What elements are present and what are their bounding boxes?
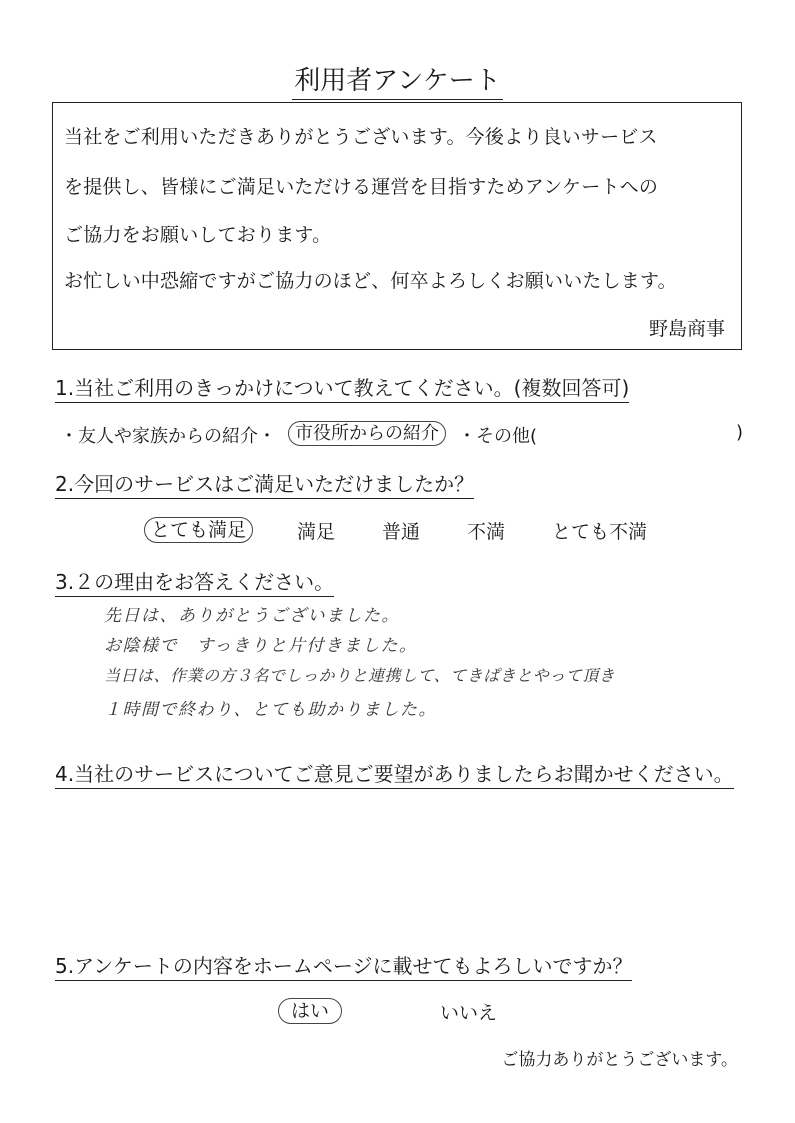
q1-option-other[interactable]: ・その他( — [458, 426, 538, 447]
q5-option-yes-selected[interactable]: はい — [278, 996, 342, 1023]
question-4-label: 4.当社のサービスについてご意見ご要望がありましたらお聞かせください。 — [55, 758, 734, 787]
handwritten-answer-line: 当日は、作業の方３名でしっかりと連携して、てきぱきとやって頂き — [104, 666, 616, 685]
intro-line: を提供し、皆様にご満足いただける運営を目指すためアンケートへの — [64, 176, 659, 198]
q1-option-city-office-selected[interactable]: 市役所からの紹介 — [288, 419, 446, 445]
q5-option-no[interactable]: いいえ — [440, 1002, 498, 1024]
intro-line: お忙しい中恐縮ですがご協力のほど、何卒よろしくお願いいたします。 — [64, 270, 677, 292]
company-name: 野島商事 — [648, 318, 725, 340]
question-5-label: 5.アンケートの内容をホームページに載せてもよろしいですか？ — [55, 950, 632, 979]
q2-option-neutral[interactable]: 普通 — [382, 521, 421, 543]
intro-line: ご協力をお願いしております。 — [64, 224, 332, 246]
handwritten-answer-line: お陰様で すっきりと片付きました。 — [104, 636, 418, 656]
q1-other-close-paren: ) — [736, 422, 744, 443]
handwritten-answer-line: １時間で終わり、とても助かりました。 — [104, 700, 437, 720]
q2-option-dissatisfied[interactable]: 不満 — [467, 521, 506, 543]
survey-title: 利用者アンケート — [0, 60, 795, 97]
question-3-label: 3.２の理由をお答えください。 — [55, 566, 334, 595]
q2-option-satisfied[interactable]: 満足 — [297, 521, 336, 543]
intro-line: 当社をご利用いただきありがとうございます。今後より良いサービス — [64, 126, 658, 148]
q2-option-very-satisfied-selected[interactable]: とても満足 — [144, 515, 253, 542]
question-1-label: 1.当社ご利用のきっかけについて教えてください。(複数回答可) — [55, 372, 629, 401]
question-2-label: 2.今回のサービスはご満足いただけましたか？ — [55, 468, 474, 497]
q1-option-friends[interactable]: ・友人や家族からの紹介・ — [60, 426, 276, 447]
handwritten-answer-line: 先日は、ありがとうございました。 — [104, 606, 400, 626]
thanks-message: ご協力ありがとうございます。 — [501, 1050, 738, 1070]
q2-option-very-dissatisfied[interactable]: とても不満 — [552, 521, 648, 543]
